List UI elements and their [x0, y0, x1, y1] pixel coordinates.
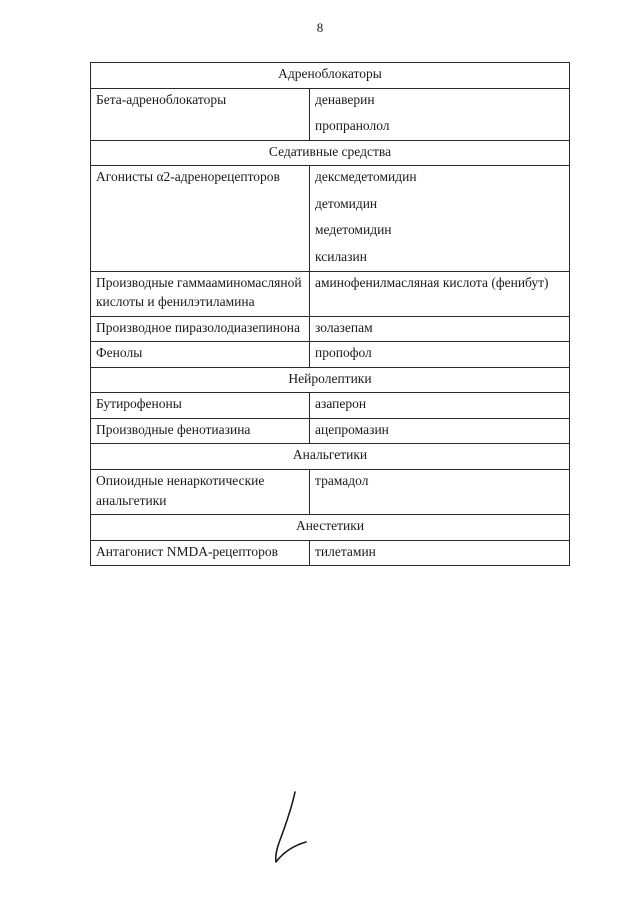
drug-name: трамадол [315, 473, 369, 488]
section-title: Анальгетики [91, 444, 570, 470]
section-header-row [91, 63, 570, 89]
drugs-cell [310, 88, 570, 140]
table-row [91, 540, 570, 566]
table-row [91, 470, 570, 515]
table-row [91, 316, 570, 342]
group-cell: Агонисты α2-адренорецепторов [91, 166, 310, 271]
drug-name: золазепам [315, 319, 373, 335]
section-header-row [91, 367, 570, 393]
drug-name: медетомидин [315, 222, 392, 238]
page-number: 8 [316, 20, 324, 35]
drug-classification-table [90, 62, 570, 566]
drug-name: ацепромазин [315, 421, 389, 437]
table-row [91, 88, 570, 140]
group-cell: Производное пиразолодиазепинона [91, 316, 310, 342]
table-row [91, 393, 570, 419]
drugs-cell [310, 540, 570, 566]
drugs-cell [310, 271, 570, 316]
drug-name: ксилазин [315, 248, 367, 264]
drugs-cell [310, 470, 570, 515]
section-title: Анестетики [91, 515, 570, 541]
handwritten-signature [268, 788, 318, 868]
group-cell: Производные фенотиазина [91, 418, 310, 444]
group-cell: Бета-адреноблокаторы [91, 88, 310, 140]
drug-name: дексмедетомидин [315, 169, 417, 185]
section-header-row [91, 444, 570, 470]
drugs-cell [310, 418, 570, 444]
table-row [91, 418, 570, 444]
table-row [91, 166, 570, 271]
drug-name: денаверин [315, 91, 375, 107]
drug-name: аминофенилмасляная кислота (фенибут) [315, 274, 549, 290]
group-cell: Опиоидные ненаркотические анальгетики [91, 470, 310, 515]
drugs-cell [310, 342, 570, 368]
section-title: Адреноблокаторы [91, 63, 570, 89]
section-title: Седативные средства [91, 140, 570, 166]
table-row [91, 271, 570, 316]
drugs-cell [310, 166, 570, 271]
group-cell: Производные гаммааминомасляной кислоты и фенилэтиламина [91, 271, 310, 316]
drug-name: тилетамин [315, 543, 376, 559]
group-cell: Фенолы [91, 342, 310, 368]
section-title: Нейролептики [91, 367, 570, 393]
drug-name: пропофол [315, 345, 372, 361]
drug-name: пропранолол [315, 118, 390, 134]
section-header-row [91, 140, 570, 166]
table-row [91, 342, 570, 368]
drug-name: детомидин [315, 195, 378, 211]
drugs-cell [310, 393, 570, 419]
group-cell: Антагонист NMDA-рецепторов [91, 540, 310, 566]
section-header-row [91, 515, 570, 541]
group-cell: Бутирофеноны [91, 393, 310, 419]
drug-name: азаперон [315, 396, 367, 412]
drugs-cell [310, 316, 570, 342]
